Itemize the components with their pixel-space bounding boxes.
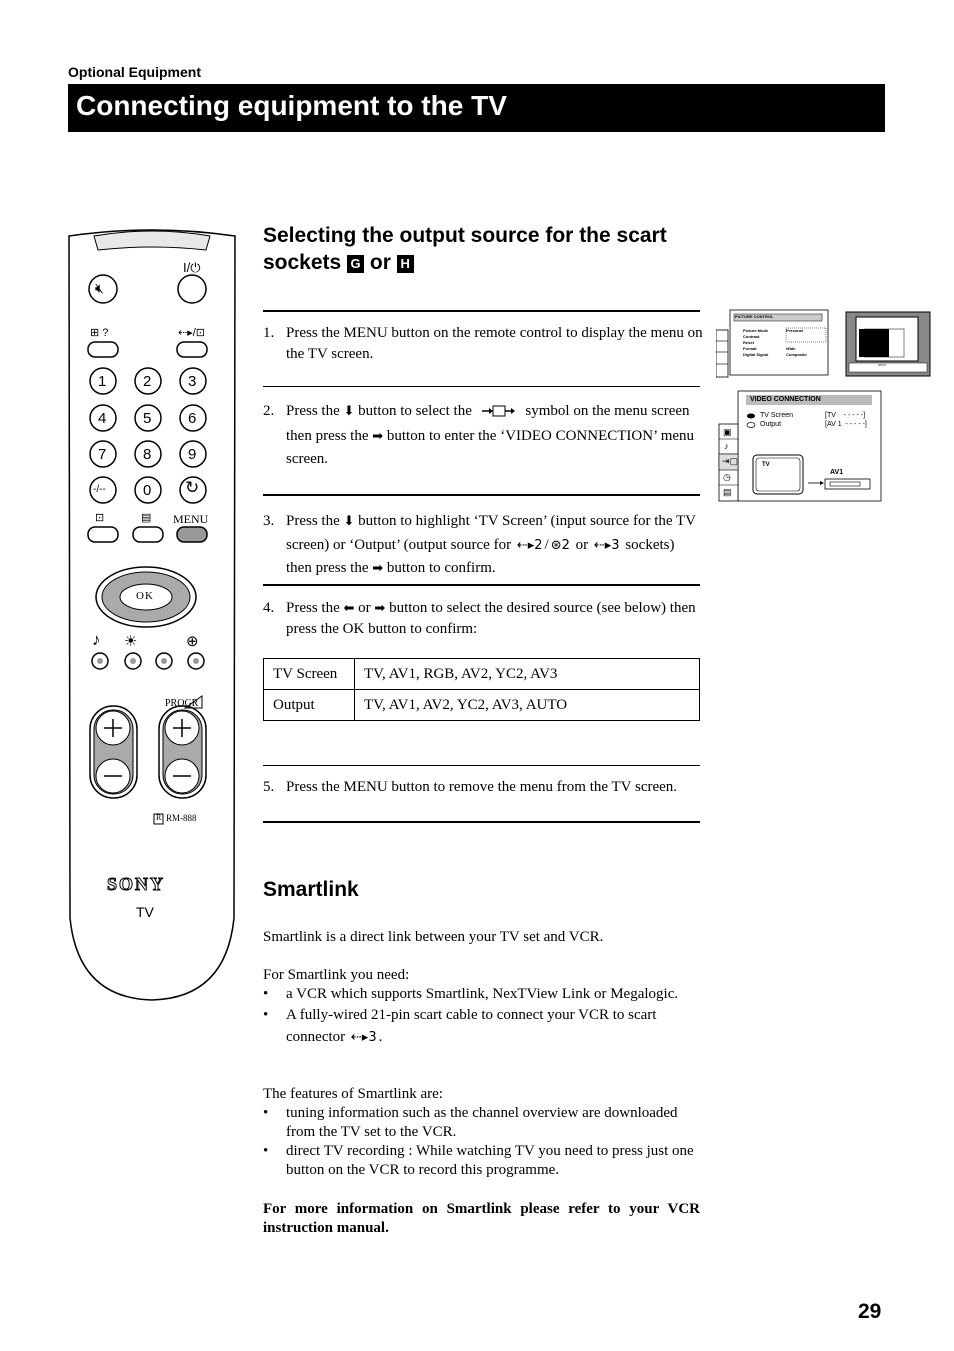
video-connection-menu-icon: ⇥▢ (722, 456, 739, 466)
heading-or: or (369, 251, 391, 274)
page-title: Connecting equipment to the TV (76, 90, 507, 121)
screen1-brand: SONY (878, 363, 887, 367)
smartlink-needs (263, 966, 700, 1049)
step-number: 4. (263, 600, 275, 616)
bullet: • (263, 986, 269, 1002)
badge-h: H (397, 255, 414, 273)
brightness-icon: ☀ (124, 633, 138, 650)
list-item (263, 1104, 700, 1142)
sound-menu-icon: ♪ (724, 441, 729, 451)
divider (263, 584, 700, 586)
digit-8: 8 (143, 446, 152, 463)
bullet: • (263, 1105, 269, 1121)
digit-dash: -/-- (93, 484, 106, 495)
step-text: Press the (286, 403, 340, 419)
screen1-value: Wide (786, 346, 796, 351)
step-text: symbol on the menu screen then press the (286, 403, 690, 444)
teletext-off-icon: ⊡ (95, 512, 105, 524)
step-text: Press the (286, 513, 340, 529)
tv-label: TV (136, 904, 154, 920)
list-item (263, 1142, 700, 1180)
teletext-icon: ⊞ ? (90, 327, 109, 339)
screen2-title: VIDEO CONNECTION (750, 396, 821, 403)
period: . (378, 1029, 383, 1045)
input-select-icon: ⇠▸/⊡ (178, 327, 206, 339)
lock-menu-icon: ▤ (723, 487, 732, 497)
screen2-av-label: AV1 (830, 469, 844, 476)
screen2-tv-label: TV (762, 462, 770, 468)
badge-g: G (347, 255, 364, 273)
list-item-text: A fully-wired 21-pin scart cable to connect your VCR to scart connector (286, 1007, 657, 1045)
step-number: 5. (263, 779, 275, 795)
table-cell: TV Screen (264, 659, 355, 690)
digit-4: 4 (98, 410, 107, 427)
digit-1: 1 (98, 373, 107, 390)
heading-text: Selecting the output source for the scart sockets (263, 224, 667, 274)
tv-menu-illustration (716, 308, 931, 378)
divider (263, 821, 700, 823)
screen1-item: Reset (743, 340, 754, 345)
divider (263, 386, 700, 387)
table-cell: TV, AV1, RGB, AV2, YC2, AV3 (355, 659, 700, 690)
digit-0: 0 (143, 482, 152, 499)
jump-icon: ↻ (185, 478, 200, 497)
s-video-2-icon: ⊛2 (550, 537, 570, 553)
bullet: • (263, 1143, 269, 1159)
section-label: Optional Equipment (68, 64, 201, 80)
progr-label: PROGR (165, 698, 199, 709)
screen1-item: Format (743, 346, 757, 351)
list-item (263, 1004, 700, 1049)
screen1-value: Composite (786, 352, 807, 357)
step-text: Press the MENU button to remove the menu from the TV screen. (286, 779, 678, 795)
smartlink-intro: Smartlink is a direct link between your TV set and VCR. (263, 929, 604, 945)
output-section-heading (263, 222, 713, 276)
smartlink-features (263, 1085, 700, 1180)
model-r: R (156, 813, 162, 822)
smartlink-heading: Smartlink (263, 878, 359, 901)
step-text: Press the (286, 600, 340, 616)
step-2 (263, 400, 703, 470)
menu-label: MENU (173, 512, 209, 526)
digit-7: 7 (98, 446, 107, 463)
brand-logo: SONY (107, 874, 166, 894)
list-item-text: direct TV recording : While watching TV you need to press just one button on the VCR to record this programme. (286, 1143, 694, 1178)
needs-label: For Smartlink you need: (263, 967, 410, 983)
list-item-text: a VCR which supports Smartlink, NexTView Link or Megalogic. (286, 986, 679, 1002)
scart-3-icon: ⇠▸3 (593, 537, 620, 553)
screen1-item: Digital Signal (743, 352, 769, 357)
ok-label: OK (136, 590, 154, 602)
digit-5: 5 (143, 410, 152, 427)
screen2-row-label: TV Screen (760, 412, 794, 419)
screen1-item: Contrast (743, 334, 760, 339)
smartlink-note: For more information on Smartlink please refer to your VCR instruction manual. (263, 1201, 700, 1236)
arrow-right-icon: ➡ (374, 601, 386, 616)
sound-icon: ♪ (92, 630, 101, 649)
page-number: 29 (858, 1300, 882, 1323)
arrow-right-icon: ➡ (372, 561, 384, 576)
step-text: button to select the desired source (see below) then press the OK button to confirm: (286, 600, 696, 637)
step-text: Press the MENU button on the remote control to display the menu on the TV screen. (286, 325, 703, 362)
table-cell: TV, AV1, AV2, YC2, AV3, AUTO (355, 690, 700, 721)
step-1 (263, 323, 703, 365)
scart-2-icon: ⇠▸2 (516, 537, 543, 553)
divider (263, 310, 700, 312)
table-cell: Output (264, 690, 355, 721)
step-4 (263, 598, 703, 640)
step-text: button to enter the ‘VIDEO CONNECTION’ menu screen. (286, 428, 695, 467)
video-connection-menu-illustration (717, 390, 882, 502)
screen2-row-value: [TV - - - - -] (825, 412, 866, 419)
arrow-left-icon: ⬅ (343, 601, 355, 616)
picture-menu-icon: ▣ (723, 427, 732, 437)
step-number: 3. (263, 513, 275, 529)
list-item (263, 985, 700, 1004)
digit-9: 9 (188, 446, 197, 463)
bullet: • (263, 1007, 269, 1023)
divider (263, 765, 700, 766)
digit-6: 6 (188, 410, 197, 427)
scart-3-icon: ⇠▸3 (350, 1030, 377, 1045)
step-text: button to highlight ‘TV Screen’ (input source for the TV screen) or ‘Output’ (output source for (286, 513, 696, 553)
screen1-title: PICTURE CONTROL (735, 314, 774, 319)
slash: / (544, 536, 549, 553)
arrow-down-icon: ⬇ (343, 514, 355, 529)
screen1-item: Picture Mode (743, 328, 769, 333)
video-connection-symbol-icon (482, 403, 516, 425)
arrow-right-icon: ➡ (372, 429, 384, 444)
step-text: sockets) then press the (286, 536, 675, 576)
digit-3: 3 (188, 373, 197, 390)
divider (263, 494, 700, 496)
step-text: button to select the (358, 403, 472, 419)
screen2-row-value: [AV 1 - - - - -] (825, 421, 867, 428)
list-item-text: tuning information such as the channel overview are downloaded from the TV set to the VCR. (286, 1105, 678, 1140)
title-bar (68, 84, 885, 132)
table-row (264, 690, 700, 721)
arrow-down-icon: ⬇ (343, 404, 355, 419)
step-text: or (358, 600, 371, 616)
step-text: button to confirm. (386, 560, 496, 576)
step-number: 1. (263, 325, 275, 341)
step-number: 2. (263, 403, 275, 419)
step-3 (263, 510, 703, 581)
model-label: RM-888 (166, 813, 197, 823)
remote-control-illustration (66, 228, 238, 1003)
step-text: or (575, 536, 589, 553)
timer-menu-icon: ◷ (723, 472, 731, 482)
screen1-value: Personal (786, 328, 803, 333)
mute-icon: 🔇︎ (95, 280, 104, 296)
power-icon: I/⏻ (183, 260, 201, 275)
screen2-row-label: Output (760, 421, 782, 428)
features-label: The features of Smartlink are: (263, 1086, 443, 1102)
source-table (263, 658, 700, 721)
teletext-on-icon: ▤ (141, 512, 152, 524)
table-row (264, 659, 700, 690)
picture-position-icon: ⊕ (186, 633, 199, 650)
digit-2: 2 (143, 373, 152, 390)
step-5 (263, 777, 703, 798)
